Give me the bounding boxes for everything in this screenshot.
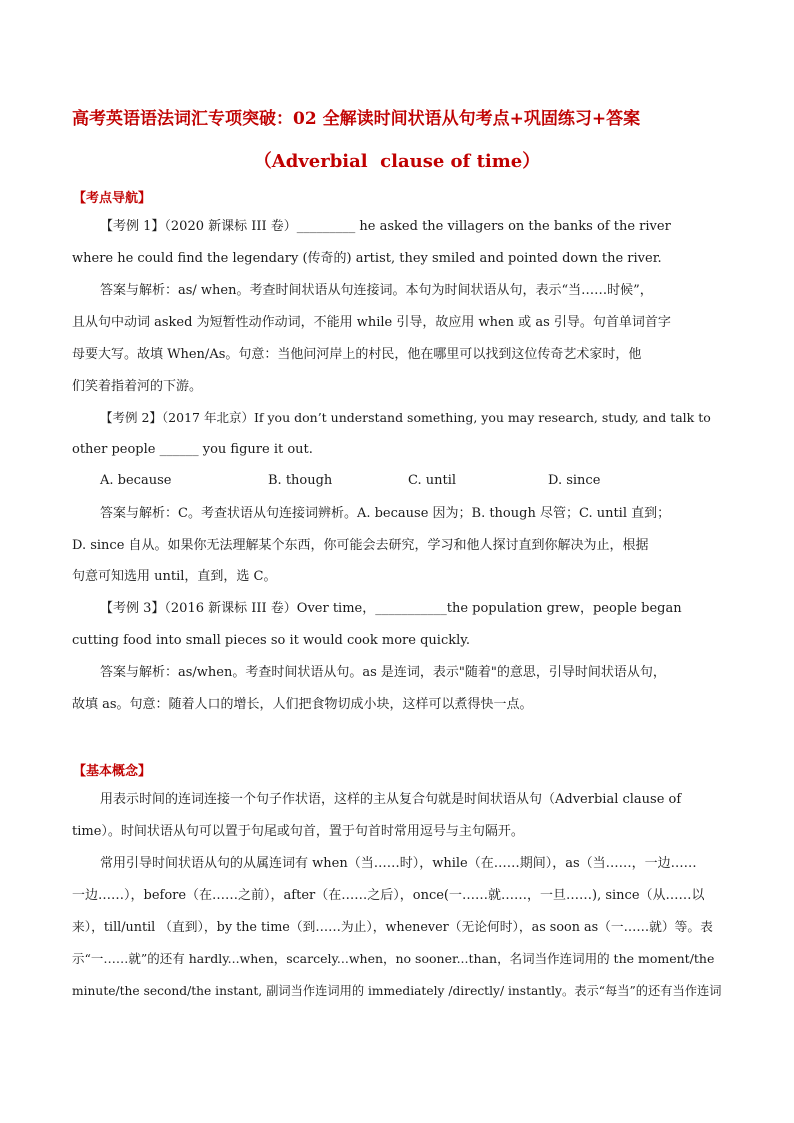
page-subtitle: （Adverbial clause of time） [253,151,541,172]
example1-question-line1: 【考例 1】（2020 新课标 III 卷）_________ he asked the villagers on the banks of the river [100,219,671,234]
example1-answer-line1: 答案与解析：as/ when。考查时间状语从句连接词。本句为时间状语从句，表示“当……时候”， [100,283,653,298]
example3-answer-line2: 故填 as。句意：随着人口的增长，人们把食物切成小块，这样可以煮得快一点。 [72,697,533,712]
example3-answer-line1: 答案与解析：as/when。考查时间状语从句。as 是连词，表示"随着"的意思，引导时间状语从句， [100,665,666,680]
section-heading-guide: 【考点导航】 [73,191,152,206]
example3-question-line2: cutting food into small pieces so it would cook more quickly. [72,633,471,648]
example2-answer-line3: 句意可知选用 until，直到，选 C。 [72,569,277,584]
example1-answer-line2: 且从句中动词 asked 为短暂性动作动词，不能用 while 引导，故应用 when 或 as 引导。句首单词首字 [72,315,671,330]
example1-answer-line4: 们笑着指着河的下游。 [72,379,203,394]
section-heading-concept: 【基本概念】 [73,764,152,779]
example2-answer-line1: 答案与解析：C。考查状语从句连接词辨析。A. because 因为；B. though 尽管；C. until 直到； [100,506,671,521]
concept-paragraph2-line2: 一边……），before（在……之前），after（在……之后），once(一……就……，一旦……), since（从……以 [72,888,705,903]
concept-paragraph1-line1: 用表示时间的连词连接一个句子作状语，这样的主从复合句就是时间状语从句（Adverbial clause of [100,792,682,807]
example2-question-line1: 【考例 2】（2017 年北京）If you don’t understand something, you may research, study, and talk to [100,410,711,425]
concept-paragraph2-line4: 示“一……就”的还有 hardly...when，scarcely...when，no sooner...than，名词当作连词用的 the moment/the [72,951,715,966]
example2-answer-line2: D. since 自从。如果你无法理解某个东西，你可能会去研究，学习和他人探讨直到你解决为止，根据 [72,538,649,553]
example2-question-line2: other people ______ you figure it out. [72,442,313,457]
concept-paragraph1-line2: time）。时间状语从句可以置于句尾或句首，置于句首时常用逗号与主句隔开。 [72,824,524,839]
example2-option-d: D. since [548,473,601,488]
page-title: 高考英语语法词汇专项突破：02 全解读时间状语从句考点+巩固练习+答案 [72,109,641,129]
concept-paragraph2-line5: minute/the second/the instant, 副词当作连词用的 immediately /directly/ instantly。表示“每当”的还有当作连词 [72,984,722,998]
example2-option-c: C. until [408,473,457,488]
concept-paragraph2-line3: 来），till/until （直到），by the time（到……为止），whenever（无论何时），as soon as（一……就）等。表 [72,920,713,935]
example2-option-b: B. though [268,473,333,488]
example3-question-line1: 【考例 3】（2016 新课标 III 卷）Over time，___________the population grew，people began [100,601,682,616]
concept-paragraph2-line1: 常用引导时间状语从句的从属连词有 when（当……时），while（在……期间），as（当……，一边…… [100,856,697,871]
example1-answer-line3: 母要大写。故填 When/As。句意：当他问河岸上的村民，他在哪里可以找到这位传奇艺术家时，他 [72,347,642,362]
example2-option-a: A. because [100,473,172,488]
example1-question-line2: where he could find the legendary (传奇的) artist, they smiled and pointed down the river. [72,251,662,266]
